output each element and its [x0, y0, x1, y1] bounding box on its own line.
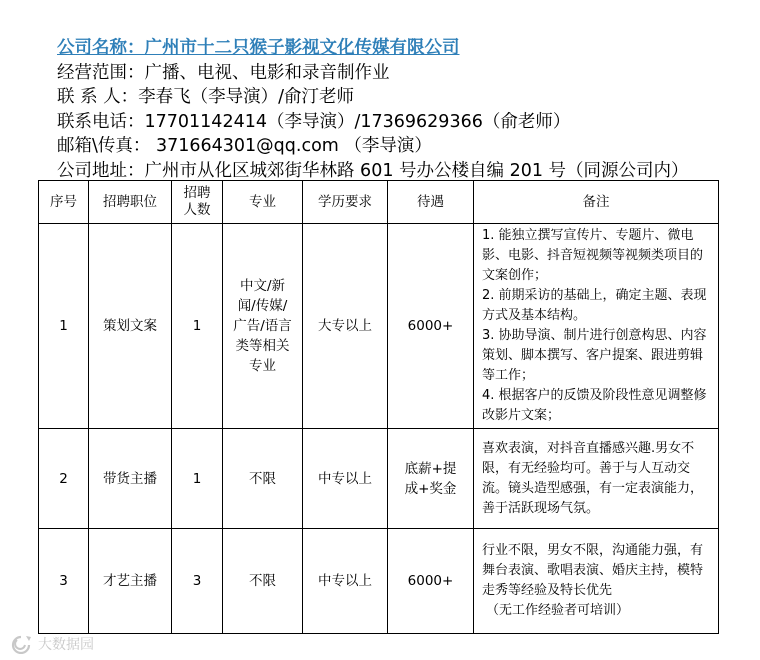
cell-education: 中专以上: [303, 529, 388, 634]
header-count: [172, 181, 223, 224]
header-count-line2: 人数: [183, 202, 211, 218]
cell-position: 策划文案: [89, 224, 172, 429]
header-education: 学历要求: [303, 181, 388, 224]
cell-major: 不限: [223, 529, 303, 634]
cell-position: 带货主播: [89, 429, 172, 529]
header-position: 招聘职位: [89, 181, 172, 224]
header-no: 序号: [39, 181, 89, 224]
cell-major: 不限: [223, 429, 303, 529]
cell-salary: 底薪+提成+奖金: [388, 429, 474, 529]
note-text: 行业不限，男女不限，沟通能力强，有舞台表演、歌唱表演、婚庆主持，模特走秀等经验及特长优先: [482, 543, 704, 598]
cell-major: 中文/新闻/传媒/广告/语言类等相关专业: [223, 224, 303, 429]
cell-notes: 喜欢表演，对抖音直播感兴趣.男女不限，有无经验均可。善于与人互动交流。镜头造型感强，有一定表演能力，善于活跃现场气氛。: [474, 429, 719, 529]
cell-no: 1: [39, 224, 89, 429]
job-table: [38, 180, 719, 634]
header-salary: 待遇: [388, 181, 474, 224]
cell-education: 中专以上: [303, 429, 388, 529]
cell-notes: [474, 224, 719, 429]
cell-no: 3: [39, 529, 89, 634]
contact-email: 邮箱\传真： 371664301@qq.com （李导演）: [57, 136, 432, 157]
cell-count: 1: [172, 429, 223, 529]
company-name[interactable]: 公司名称：广州市十二只猴子影视文化传媒有限公司: [57, 38, 460, 58]
watermark: [8, 634, 94, 654]
cell-education: 大专以上: [303, 224, 388, 429]
doc88-logo-icon: [8, 634, 34, 654]
table-row: [39, 224, 719, 429]
header-notes: 备注: [474, 181, 719, 224]
cell-count: 3: [172, 529, 223, 634]
header-major: 专业: [223, 181, 303, 224]
cell-position: 才艺主播: [89, 529, 172, 634]
note-item: 1. 能独立撰写宣传片、专题片、微电影、电影、抖音短视频等视频类项目的文案创作；: [482, 228, 704, 283]
note-item: 4. 根据客户的反馈及阶段性意见调整修改影片文案；: [482, 388, 707, 423]
company-info: [57, 36, 737, 184]
cell-notes: [474, 529, 719, 634]
cell-salary: 6000+: [388, 224, 474, 429]
table-row: [39, 529, 719, 634]
note-extra: （无工作经验者可培训）: [486, 603, 630, 618]
business-scope: 经营范围：广播、电视、电影和录音制作业: [57, 62, 390, 83]
company-address: 公司地址：广州市从化区城郊街华林路 601 号办公楼自编 201 号（同源公司内）: [57, 160, 689, 181]
cell-no: 2: [39, 429, 89, 529]
note-item: 2. 前期采访的基础上，确定主题、表现方式及基本结构。: [482, 288, 707, 323]
cell-count: 1: [172, 224, 223, 429]
header-count-line1: 招聘: [183, 185, 211, 201]
note-item: 3. 协助导演、制片进行创意构思、内容策划、脚本撰写、客户提案、跟进剪辑等工作；: [482, 328, 707, 383]
table-header-row: [39, 181, 719, 224]
cell-salary: 6000+: [388, 529, 474, 634]
table-row: [39, 429, 719, 529]
contact-person: 联 系 人：李春飞（李导演）/俞汀老师: [57, 87, 355, 108]
contact-phone: 联系电话：17701142414（李导演）/17369629366（俞老师）: [57, 111, 571, 132]
watermark-text: 大数据园: [38, 637, 94, 653]
